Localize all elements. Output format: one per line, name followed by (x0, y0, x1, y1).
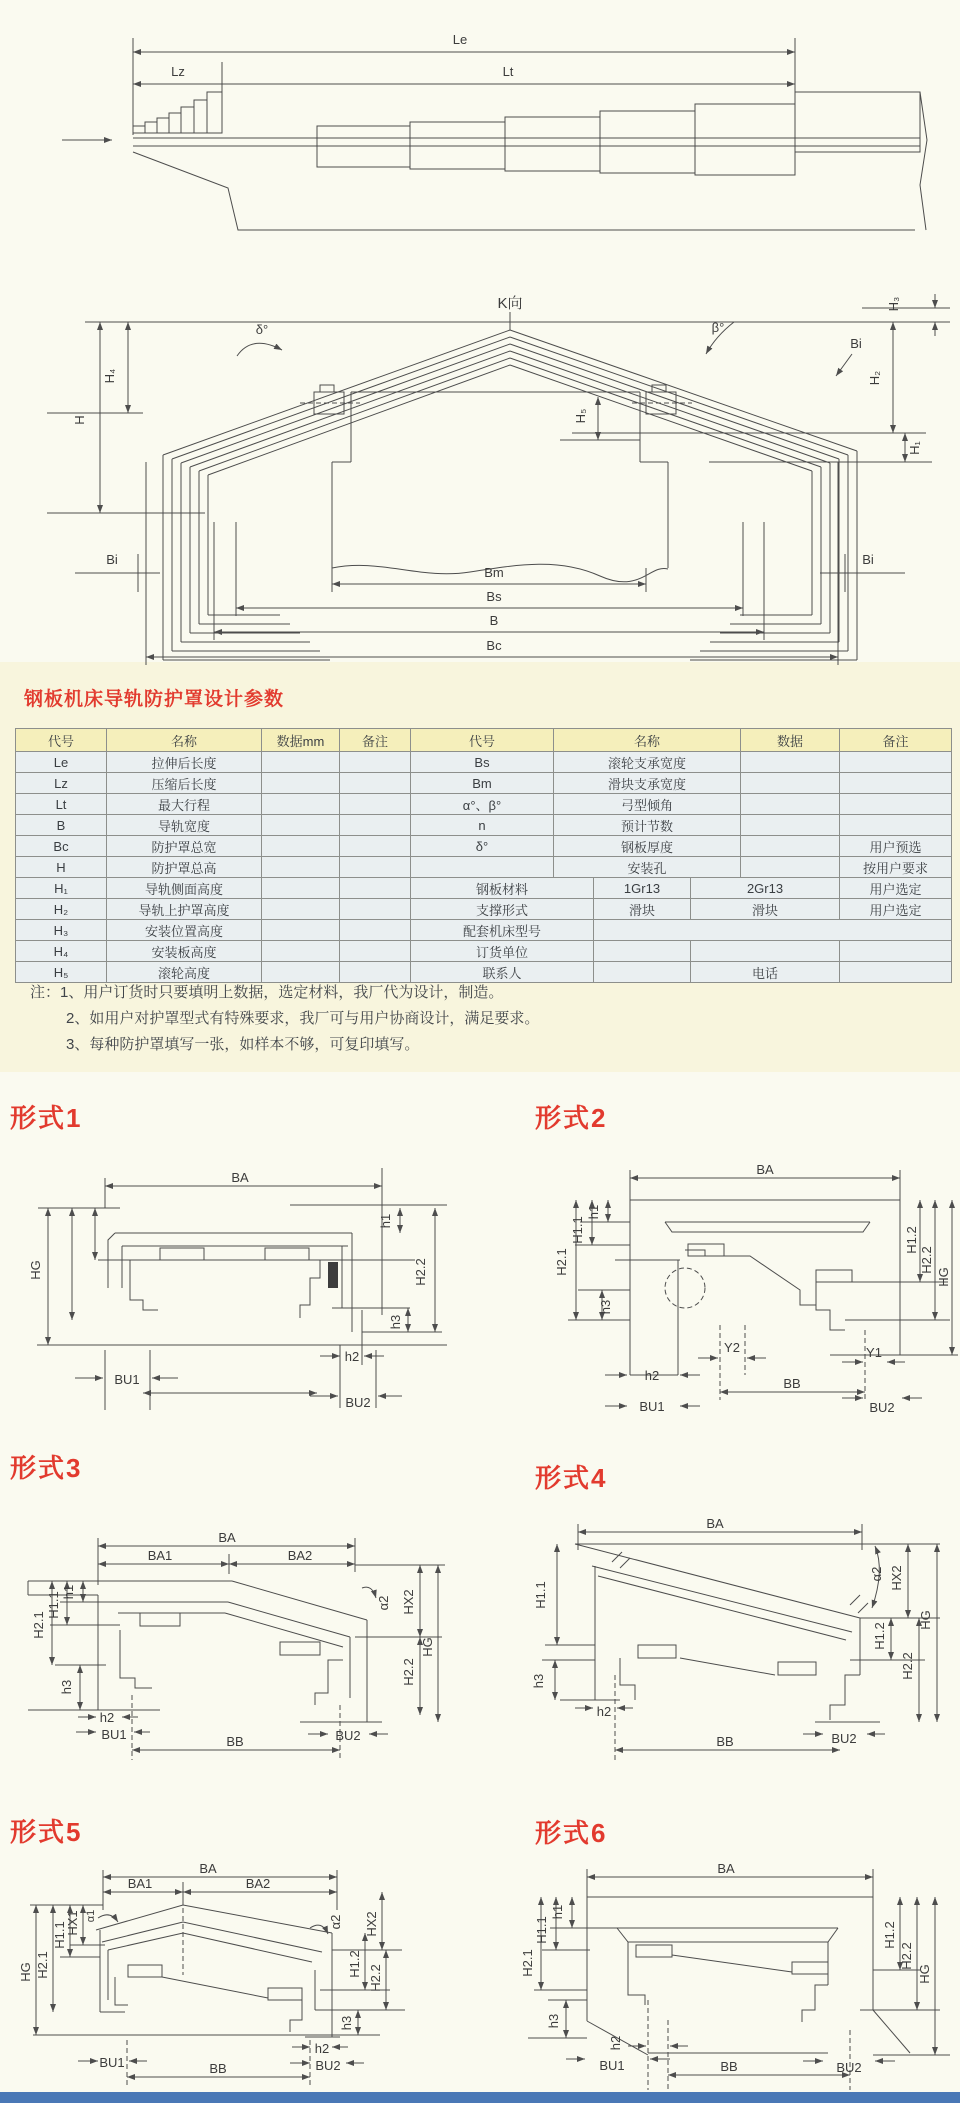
form1-geometry (37, 1168, 447, 1410)
f4-ba: BA (706, 1516, 724, 1531)
dim-label-k-view: K向 (497, 295, 523, 312)
f5-h3: h3 (339, 2015, 354, 2031)
form2-drawing (520, 1160, 960, 1420)
section-geometry (47, 294, 950, 665)
f3-h11: H1.1 (46, 1591, 61, 1619)
table-notes (30, 980, 930, 1058)
dim-label-delta: δ° (255, 322, 269, 337)
f3-hx2: HX2 (401, 1589, 416, 1615)
note-line-1: 注：1、用户订货时只要填明上数据，选定材料，我厂代为设计，制造。 (30, 984, 504, 1001)
telescopic-cover-side-view (0, 0, 960, 290)
f5-hx2: HX2 (364, 1911, 379, 1937)
f3-h22: H2.2 (401, 1658, 416, 1686)
f3-h3: h3 (59, 1679, 74, 1695)
footer-accent-bar (0, 2092, 960, 2103)
f6-h21: H2.1 (520, 1949, 535, 1977)
f5-ba1: BA1 (127, 1876, 153, 1891)
k-view-cross-section (0, 292, 960, 672)
f5-h2: h2 (314, 2041, 330, 2056)
f2-bb: BB (783, 1376, 801, 1391)
dim-label-bi-top: Bi (850, 336, 862, 351)
f6-h22: H2.2 (899, 1942, 914, 1970)
f2-hg: HG (936, 1267, 951, 1287)
table-row: B 导轨宽度 n 预计节数 (16, 815, 952, 836)
f5-h21: H2.1 (35, 1951, 50, 1979)
form3-geometry (28, 1538, 445, 1760)
f5-h11: H1.1 (52, 1921, 67, 1949)
hdr-code2: 代号 (411, 729, 554, 752)
dim-label-bi-right: Bi (862, 552, 874, 567)
dim-label-h2-sub: H₂ (867, 370, 882, 386)
hdr-note2: 备注 (840, 729, 952, 752)
f1-h2: h2 (344, 1349, 360, 1364)
f6-h12: H1.2 (882, 1921, 897, 1949)
dim-label-h5-sub: H₅ (573, 408, 588, 424)
hdr-note: 备注 (340, 729, 411, 752)
dim-label-beta: β° (711, 320, 725, 335)
f3-ba1: BA1 (147, 1548, 173, 1563)
f5-ba: BA (199, 1861, 217, 1876)
table-header-row (16, 729, 952, 752)
dim-label-bm: Bm (484, 565, 504, 580)
form5-drawing (10, 1850, 450, 2103)
f5-bu2: BU2 (315, 2058, 341, 2073)
f1-h3: h3 (388, 1314, 403, 1330)
design-parameters-table (15, 728, 952, 983)
f5-a2: α2 (328, 1914, 343, 1930)
f5-bb: BB (209, 2061, 227, 2076)
page-title: 钢板机床导轨防护罩设计参数 (24, 689, 285, 710)
table-row: Lz 压缩后长度 Bm 滑块支承宽度 (16, 773, 952, 794)
f4-h3: h3 (531, 1673, 546, 1689)
hdr-name2: 名称 (554, 729, 741, 752)
f2-h11: H1.1 (570, 1216, 585, 1244)
table-row: H₄ 安装板高度 订货单位 (16, 941, 952, 962)
f2-h2: h2 (644, 1368, 660, 1383)
f3-ba2: BA2 (287, 1548, 313, 1563)
f1-ba: BA (231, 1170, 249, 1185)
f4-a2: α2 (869, 1566, 884, 1582)
f6-ba: BA (717, 1861, 735, 1876)
dim-label-bi-left: Bi (106, 552, 118, 567)
f6-bu1: BU1 (599, 2058, 625, 2073)
f2-ba: BA (756, 1162, 774, 1177)
dim-label-bc: Bc (486, 638, 502, 653)
hdr-data2: 数据 (741, 729, 840, 752)
f6-bb: BB (720, 2059, 738, 2074)
top-view-geometry (62, 38, 927, 230)
dim-label-lz: Lz (171, 64, 185, 79)
f3-h21: H2.1 (31, 1611, 46, 1639)
f2-h12: H1.2 (904, 1226, 919, 1254)
f3-bu2: BU2 (335, 1728, 361, 1743)
f1-hg: HG (28, 1260, 43, 1280)
f5-a1: α1 (85, 1909, 97, 1923)
table-row: Bc 防护罩总宽 δ° 钢板厚度 用户预选 (16, 836, 952, 857)
table-row: H₅ 滚轮高度 联系人 电话 (16, 962, 952, 983)
dim-label-lt: Lt (502, 64, 514, 79)
dim-label-bs: Bs (486, 589, 502, 604)
f6-bu2: BU2 (836, 2060, 862, 2075)
f1-bu1: BU1 (114, 1372, 140, 1387)
f6-h1: h1 (550, 1904, 565, 1920)
f2-y1: Y1 (866, 1345, 882, 1360)
f5-hx1: HX1 (65, 1910, 80, 1936)
form3-drawing (10, 1510, 450, 1780)
note-line-3: 3、每种防护罩填写一张，如样本不够，可复印填写。 (66, 1036, 420, 1053)
f4-bb: BB (716, 1734, 734, 1749)
form5-title: 形式5 (10, 1817, 83, 1847)
f1-h22: H2.2 (413, 1258, 428, 1286)
f2-h22: H2.2 (919, 1246, 934, 1274)
f2-h1: h1 (586, 1204, 601, 1220)
f6-h3: h3 (546, 2013, 561, 2029)
f5-h22: H2.2 (368, 1964, 383, 1992)
hdr-data-mm: 数据mm (262, 729, 340, 752)
f2-h3: h3 (598, 1299, 613, 1315)
dim-label-b: B (489, 613, 499, 628)
f3-h1: h1 (61, 1584, 76, 1600)
f2-y2: Y2 (724, 1340, 740, 1355)
table-row: H₁ 导轨侧面高度 钢板材料 1Gr13 2Gr13 用户选定 (16, 878, 952, 899)
table-row: H₃ 安装位置高度 配套机床型号 (16, 920, 952, 941)
form1-drawing (10, 1160, 450, 1420)
dim-label-le: Le (452, 32, 468, 47)
form3-title: 形式3 (10, 1453, 83, 1483)
table-row: Lt 最大行程 α°、β° 弓型倾角 (16, 794, 952, 815)
f4-h22: H2.2 (900, 1652, 915, 1680)
f3-hg: HG (420, 1637, 435, 1657)
f2-bu2: BU2 (869, 1400, 895, 1415)
f1-bu2: BU2 (345, 1395, 371, 1410)
table-row: H 防护罩总高 安装孔 按用户要求 (16, 857, 952, 878)
dim-label-h: H (72, 415, 87, 425)
f6-h2: h2 (608, 2035, 623, 2051)
dim-label-h3-sub: H₃ (886, 296, 901, 312)
f4-h2: h2 (596, 1704, 612, 1719)
f5-bu1: BU1 (99, 2055, 125, 2070)
f1-h1: h1 (378, 1213, 393, 1229)
f6-hg: HG (917, 1964, 932, 1984)
f2-h21: H2.1 (554, 1248, 569, 1276)
form6-title: 形式6 (535, 1818, 608, 1848)
f3-bb: BB (226, 1734, 244, 1749)
note-line-2: 2、如用户对护罩型式有特殊要求，我厂可与用户协商设计，满足要求。 (66, 1010, 540, 1027)
f4-hg: HG (918, 1610, 933, 1630)
form2-title: 形式2 (535, 1103, 608, 1133)
f3-bu1: BU1 (101, 1727, 127, 1742)
hdr-code: 代号 (16, 729, 107, 752)
form6-drawing (520, 1850, 960, 2103)
f3-h2: h2 (99, 1710, 115, 1725)
f4-bu2: BU2 (831, 1731, 857, 1746)
dim-label-h1-sub: H₁ (907, 441, 922, 455)
form6-geometry (528, 1869, 950, 2090)
f3-a2: α2 (376, 1595, 391, 1611)
form4-title: 形式4 (535, 1463, 608, 1493)
f4-h11: H1.1 (533, 1581, 548, 1609)
f3-ba: BA (218, 1530, 236, 1545)
f5-h12: H1.2 (347, 1950, 362, 1978)
f4-h12: H1.2 (872, 1622, 887, 1650)
f4-hx2: HX2 (889, 1565, 904, 1591)
form2-geometry (568, 1170, 958, 1406)
f6-h11: H1.1 (534, 1916, 549, 1944)
table-row: Le 拉伸后长度 Bs 滚轮支承宽度 (16, 752, 952, 773)
f5-ba2: BA2 (245, 1876, 271, 1891)
form1-title: 形式1 (10, 1103, 83, 1133)
f2-bu1: BU1 (639, 1399, 665, 1414)
form4-drawing (520, 1510, 960, 1780)
hdr-name: 名称 (107, 729, 262, 752)
dim-label-h4-sub: H₄ (102, 368, 117, 384)
table-row: H₂ 导轨上护罩高度 支撑形式 滑块 滑块 用户选定 (16, 899, 952, 920)
f5-hg: HG (18, 1962, 33, 1982)
